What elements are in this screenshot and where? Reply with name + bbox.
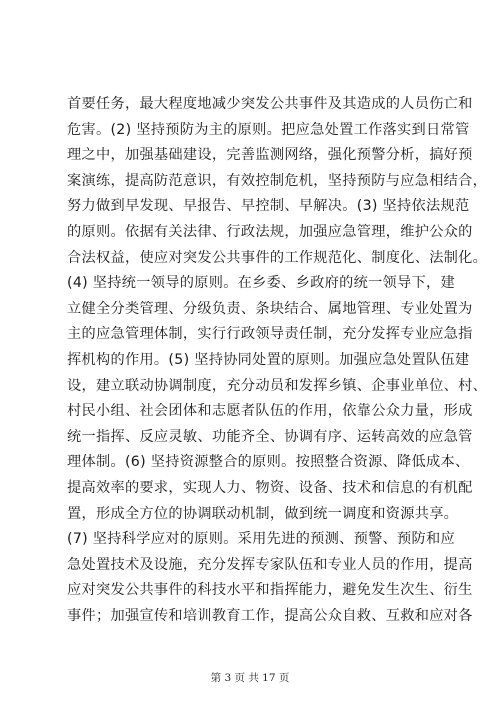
text-line: 置，形成全方位的协调联动机制，做到统一调度和资源共享。 [67, 505, 459, 522]
text-line: (4) 坚持统一领导的原则。在乡委、乡政府的统一领导下，建 [67, 275, 455, 292]
text-line: 危害。(2) 坚持预防为主的原则。把应急处置工作落实到日常管 [67, 121, 470, 138]
text-line: 立健全分类管理、分级负责、条块结合、属地管理、专业处置为 [67, 300, 473, 317]
text-line: 首要任务，最大程度地减少突发公共事件及其造成的人员伤亡和 [67, 96, 473, 112]
text-line: 设，建立联动协调制度，充分动员和发挥乡镇、企事业单位、村、 [67, 377, 488, 394]
text-line: 案演练，提高防范意识，有效控制危机，坚持预防与应急相结合， [67, 172, 488, 189]
text-line: 统一指挥、反应灵敏、功能齐全、协调有序、运转高效的应急管 [67, 428, 473, 445]
page-footer [0, 670, 500, 685]
text-line: (7) 坚持科学应对的原则。采用先进的预测、预警、预防和应 [67, 531, 455, 548]
text-line: 村民小组、社会团体和志愿者队伍的作用，依靠公众力量，形成 [67, 403, 473, 420]
text-line: 理体制。(6) 坚持资源整合的原则。按照整合资源、降低成本、 [67, 454, 470, 471]
text-line: 急处置技术及设施，充分发挥专家队伍和专业人员的作用，提高 [67, 556, 473, 573]
text-line: 事件；加强宣传和培训教育工作，提高公众自救、互救和应对各 [67, 607, 473, 624]
text-line: 应对突发公共事件的科技水平和指挥能力，避免发生次生、衍生 [67, 582, 473, 599]
text-line: 努力做到早发现、早报告、早控制、早解决。(3) 坚持依法规范 [67, 198, 470, 215]
text-line: 合法权益，使应对突发公共事件的工作规范化、制度化、法制化。 [67, 249, 488, 266]
text-line: 提高效率的要求，实现人力、物资、设备、技术和信息的有机配 [67, 479, 473, 496]
body-text [67, 92, 488, 629]
text-line: 理之中，加强基础建设，完善监测网络，强化预警分析，搞好预 [67, 147, 473, 164]
text-line: 挥机构的作用。(5) 坚持协同处置的原则。加强应急处置队伍建 [67, 351, 470, 368]
page-number: 第 3 页 共 17 页 [210, 672, 290, 684]
text-line: 的原则。依据有关法律、行政法规，加强应急管理，维护公众的 [67, 223, 473, 240]
text-line: 主的应急管理体制，实行行政领导责任制，充分发挥专业应急指 [67, 326, 473, 343]
